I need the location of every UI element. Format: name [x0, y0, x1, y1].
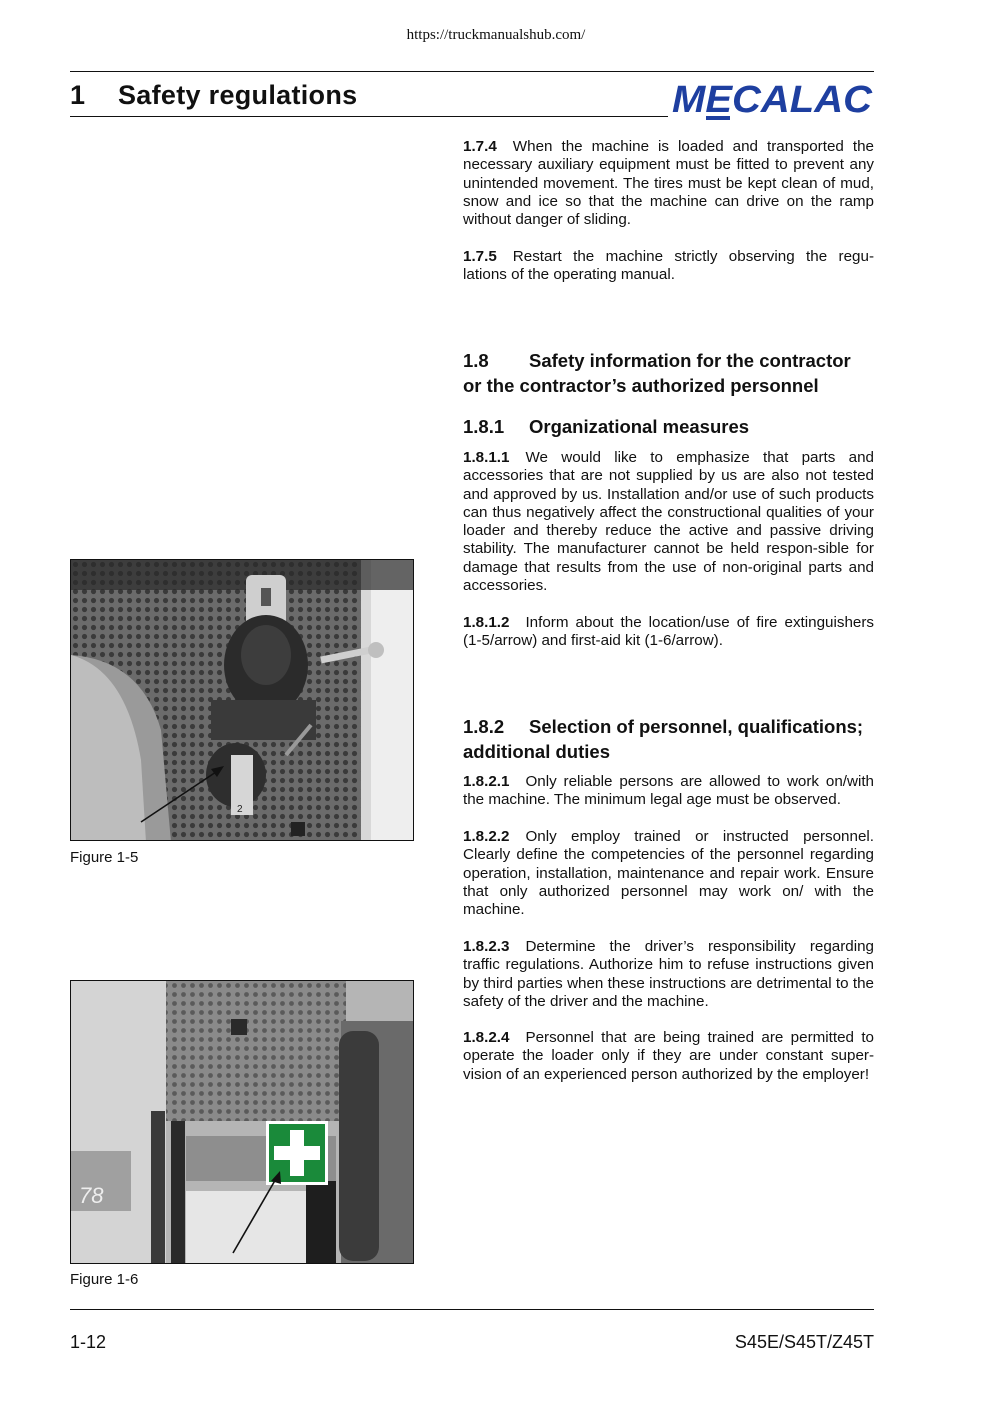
chapter-title: Safety regulations [118, 80, 358, 110]
section-1-7-5 [463, 248, 874, 285]
heading-1-8-2 [463, 715, 874, 764]
svg-text:MECALAC: MECALAC [672, 79, 873, 121]
heading-number: 1.8 [463, 350, 489, 371]
heading-number: 1.8.2 [463, 716, 505, 737]
section-1-8-1-1 [463, 449, 874, 595]
header-rule-bottom [70, 116, 670, 117]
chapter-number: 1 [70, 80, 86, 110]
section-number: 1.8.1.2 [463, 614, 510, 631]
section-text: We would like to emphasize that parts and accessories that are not supplied by us are also not tested and approved by us. Installation and/or use of such products can thus negatively affect the constructional qualities of your loader and thereby reduce the active and passive driving stability. The manufacturer cannot be held respon-sible for damage that results from the use of non-original parts and accessories. [463, 449, 874, 595]
section-number: 1.8.2.2 [463, 828, 510, 845]
section-1-8-2-3 [463, 938, 874, 1011]
photo-label: 2 [237, 804, 243, 815]
figure-1-6-photo [70, 980, 414, 1264]
figure-1-5-photo [70, 559, 414, 841]
section-1-8-2-2 [463, 828, 874, 919]
heading-number: 1.8.1 [463, 416, 505, 437]
section-1-8-1-2 [463, 614, 874, 651]
source-url[interactable]: https://truckmanualshub.com/ [406, 27, 586, 43]
section-number: 1.8.2.3 [463, 938, 510, 955]
footer-rule [70, 1309, 874, 1310]
heading-title: Safety information for the contractor or the contractor’s authorized personnel [463, 350, 851, 396]
section-1-7-4 [463, 138, 874, 229]
section-text: Only reliable persons are allowed to work on/with the machine. The minimum legal age must be observed. [463, 773, 874, 809]
mecalac-logo [668, 74, 876, 122]
photo-label: 78 [79, 1183, 104, 1208]
model-designation: S45E/S45T/Z45T [734, 1332, 874, 1352]
section-number: 1.8.2.4 [463, 1029, 510, 1046]
section-number: 1.8.1.1 [463, 449, 510, 466]
figure-caption: Figure 1-5 [70, 849, 139, 866]
page-number: 1-12 [70, 1332, 107, 1352]
section-1-8-2-1 [463, 773, 874, 810]
section-number: 1.8.2.1 [463, 773, 510, 790]
section-1-8-2-4 [463, 1029, 874, 1084]
heading-title: Organizational measures [529, 416, 750, 437]
section-text: Determine the driver’s responsibility regarding traffic regulations. Authorize him to refuse instructions given by third parties when these instructions are detrimental to the safety of the driver and the machine. [463, 938, 874, 1010]
header-rule-top [70, 71, 874, 72]
section-text: Inform about the location/use of fire extinguishers (1-5/arrow) and first-aid kit (1-6/arrow). [463, 614, 874, 650]
section-number: 1.7.5 [463, 248, 497, 265]
heading-title: Selection of personnel, qualifications; additional duties [463, 716, 864, 762]
section-text: Restart the machine strictly observing the regu-lations of the operating manual. [463, 248, 874, 284]
figure-caption: Figure 1-6 [70, 1271, 139, 1288]
section-text: Only employ trained or instructed personnel. Clearly define the competencies of the personnel regarding operation, installation, maintenance and repair work. Ensure that only authorized personnel may work on/ with the machine. [463, 828, 874, 919]
heading-1-8-1 [463, 415, 874, 440]
section-text: Personnel that are being trained are permitted to operate the loader only if they are under constant super-vision of an experienced person authorized by the employer! [463, 1029, 874, 1083]
heading-1-8 [463, 349, 874, 398]
section-text: When the machine is loaded and transported the necessary auxiliary equipment must be fitted to prevent any unintended movement. The tires must be kept clean of mud, snow and ice so that the machine can drive on the ramp without danger of sliding. [463, 138, 874, 229]
section-number: 1.7.4 [463, 138, 497, 155]
